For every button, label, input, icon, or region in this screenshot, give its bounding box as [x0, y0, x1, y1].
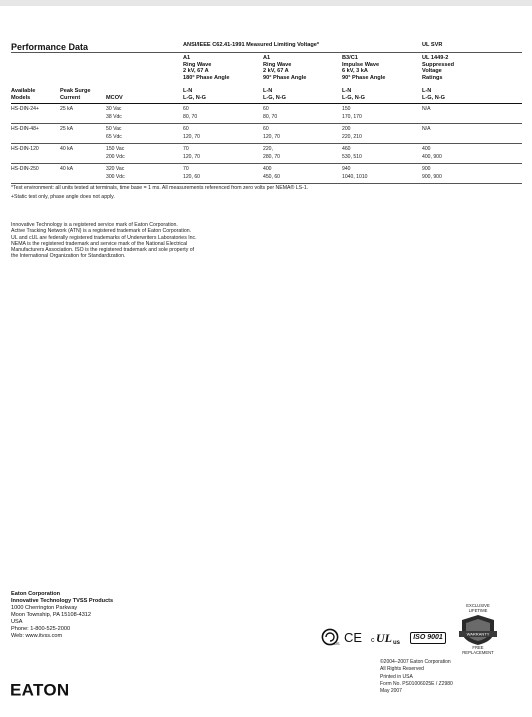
row-header-surge: Peak Surge Current	[60, 88, 91, 101]
phone-number: Phone: 1-800-525-2000	[11, 626, 71, 632]
value-cell: 70 120, 60	[183, 166, 200, 180]
eaton-logo-icon	[10, 681, 74, 697]
value-cell: 220, 280, 70	[263, 146, 280, 160]
value-cell: 900 900, 900	[422, 166, 442, 180]
model-cell: HS-DIN-24+	[11, 106, 39, 112]
warranty-bottom-text: FREE REPLACEMENT	[462, 645, 494, 655]
copyright-line: ©2004–2007 Eaton Corporation	[380, 659, 451, 665]
value-cell: 60 80, 70	[183, 106, 198, 120]
svg-text:UL: UL	[376, 631, 392, 645]
form-number: Form No. PS01006025E / Z2980	[380, 680, 453, 687]
mcov-cell: 150 Vac 200 Vdc	[106, 146, 125, 160]
city-address: Moon Township, PA 15108-4312	[11, 612, 92, 618]
row-divider	[11, 183, 522, 184]
table-footnote-static: +Static test only, phase angle does not apply.	[11, 194, 115, 200]
value-cell: N/A	[422, 126, 431, 132]
row-header-mcov: MCOV	[106, 94, 123, 101]
street-address: 1000 Cherrington Parkway	[11, 605, 78, 611]
rights-line: All Rights Reserved	[380, 666, 424, 673]
iso-9001-badge: ISO 9001	[410, 632, 446, 644]
model-cell: HS-DIN-48+	[11, 126, 39, 132]
value-cell: N/A	[422, 106, 431, 112]
trademark-line: Active Tracking Network (ATN) is a registered trademark of Eaton Corporation.	[11, 228, 192, 235]
trademark-line: Innovative Technology is a registered service mark of Eaton Corporation.	[11, 222, 178, 228]
mcov-cell: 320 Vac 300 Vdc	[106, 166, 125, 180]
col-header-a1-180: A1 Ring Wave 2 kV, 67 A 180° Phase Angle	[183, 55, 230, 81]
mode-header-3: L-N L-G, N-G	[342, 88, 365, 101]
warranty-shield-icon	[458, 614, 498, 646]
csa-mark-icon	[321, 628, 341, 646]
website: Web: www.itvss.com	[11, 633, 63, 639]
row-divider	[11, 123, 522, 124]
mode-header-4: L-N L-G, N-G	[422, 88, 445, 101]
company-name: Eaton Corporation	[11, 591, 61, 597]
value-cell: 400 400, 900	[422, 146, 442, 160]
trademark-notice	[11, 222, 271, 260]
value-cell: 60 120, 70	[183, 126, 200, 140]
value-cell: 460 530, 510	[342, 146, 362, 160]
surge-cell: 40 kA	[60, 146, 74, 152]
mcov-cell: 30 Vac 38 Vdc	[106, 106, 122, 120]
cul-us-listed-mark-icon	[371, 627, 405, 647]
printed-line: Printed in USA	[380, 673, 413, 680]
trademark-line: NEMA is the registered trademark and service mark of the National Electrical	[11, 240, 188, 247]
value-cell: 400 450, 60	[263, 166, 280, 180]
col-header-a1-90: A1 Ring Wave 2 kV, 67 A 90° Phase Angle	[263, 55, 307, 81]
header-rule-top	[11, 52, 522, 53]
value-cell: 940 1040, 1010	[342, 166, 368, 180]
col-header-ul1449: UL 1449-2 Suppressed Voltage Ratings	[422, 55, 455, 81]
group-header-ul: UL SVR	[422, 42, 443, 48]
trademark-line: Manufacturers Association. ISO is the registered trademark and sole property of	[11, 247, 195, 254]
svg-text:us: us	[393, 640, 401, 646]
value-cell: 70 120, 70	[183, 146, 200, 160]
group-header-ansi: ANSI/IEEE C62.41-1991 Measured Limiting Voltage*	[183, 42, 320, 48]
row-header-models: Available Models	[11, 88, 36, 101]
trademark-line: UL and cUL are federally registered trademarks of Underwriters Laboratories Inc.	[11, 234, 197, 241]
value-cell: 60 120, 70	[263, 126, 280, 140]
mode-header-1: L-N L-G, N-G	[183, 88, 206, 101]
division-name: Innovative Technology TVSS Products	[11, 598, 114, 604]
top-bar	[0, 0, 532, 6]
warranty-band-text: WARRANTY	[466, 631, 490, 637]
surge-cell: 25 kA	[60, 106, 74, 112]
row-divider	[11, 143, 522, 144]
publication-date: May 2007	[380, 688, 402, 695]
svg-text:c: c	[371, 637, 375, 644]
svg-text:EATON: EATON	[10, 681, 70, 697]
value-cell: 200 220, 210	[342, 126, 362, 140]
model-cell: HS-DIN-120	[11, 146, 39, 152]
warranty-top-text: EXCLUSIVE LIFETIME	[466, 603, 490, 613]
value-cell: 150 170, 170	[342, 106, 362, 120]
mode-header-2: L-N L-G, N-G	[263, 88, 286, 101]
value-cell: 60 80, 70	[263, 106, 278, 120]
surge-cell: 40 kA	[60, 166, 74, 172]
section-title: Performance Data	[11, 42, 89, 52]
row-divider	[11, 163, 522, 164]
header-rule-bottom	[11, 103, 522, 104]
model-cell: HS-DIN-250	[11, 166, 39, 172]
mcov-cell: 50 Vac 65 Vdc	[106, 126, 122, 140]
surge-cell: 25 kA	[60, 126, 74, 132]
country: USA	[11, 619, 23, 625]
svg-text:CE: CE	[344, 630, 363, 644]
col-header-b3c1: B3/C1 Impulse Wave 6 kV, 3 kA 90° Phase Angle	[342, 55, 386, 81]
table-footnote-test-env: *Test environment: all units tested at terminals, time base = 1 ms. All measurements referenced from zero volts per NEMA® LS-1.	[11, 185, 309, 191]
copyright-block	[380, 659, 453, 695]
ce-mark-icon	[344, 630, 364, 644]
svg-text:US: US	[334, 641, 340, 646]
contact-address	[11, 591, 113, 640]
trademark-line: the International Organization for Standardization.	[11, 253, 126, 260]
